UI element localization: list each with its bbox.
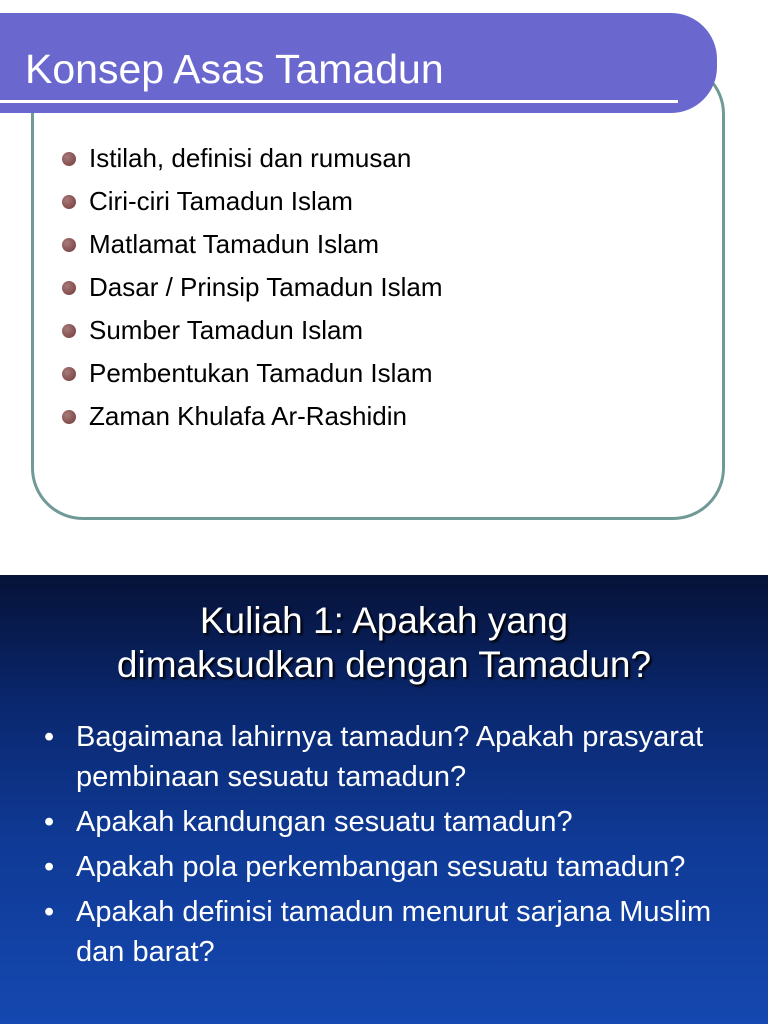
- bullet-icon: •: [44, 896, 55, 928]
- bullet-dot-icon: [62, 367, 76, 381]
- list-item: [44, 892, 744, 972]
- list-item: [44, 847, 744, 887]
- list-item-text: Apakah kandungan sesuatu tamadun?: [76, 806, 573, 838]
- list-item: [62, 353, 443, 396]
- list-item-text: Bagaimana lahirnya tamadun? Apakah prasyarat pembinaan sesuatu tamadun?: [76, 721, 704, 793]
- bullet-dot-icon: [62, 281, 76, 295]
- list-item: [44, 717, 744, 797]
- heading-line: Kuliah 1: Apakah yang: [199, 600, 569, 641]
- list-item-text: Apakah pola perkembangan sesuatu tamadun?: [76, 851, 686, 883]
- list-item-text: Sumber Tamadun Islam: [89, 315, 364, 345]
- bullet-dot-icon: [62, 195, 76, 209]
- bullet-icon: •: [44, 721, 55, 753]
- slide-heading: [0, 599, 768, 687]
- list-item-text: Zaman Khulafa Ar-Rashidin: [89, 401, 407, 431]
- list-item-text: Apakah definisi tamadun menurut sarjana Muslim dan barat?: [76, 896, 712, 968]
- list-item: [62, 310, 443, 353]
- list-item: [62, 396, 443, 439]
- bullet-icon: •: [44, 806, 55, 838]
- question-list: [44, 717, 744, 977]
- topic-list: [62, 138, 443, 439]
- heading-line: dimaksudkan dengan Tamadun?: [116, 644, 652, 685]
- list-item: [62, 181, 443, 224]
- bullet-dot-icon: [62, 410, 76, 424]
- list-item-text: Istilah, definisi dan rumusan: [89, 143, 412, 173]
- list-item: [62, 224, 443, 267]
- list-item-text: Dasar / Prinsip Tamadun Islam: [89, 272, 443, 302]
- slide-kuliah-1: [0, 575, 768, 1024]
- list-item: [62, 267, 443, 310]
- list-item-text: Ciri-ciri Tamadun Islam: [89, 186, 353, 216]
- list-item-text: Matlamat Tamadun Islam: [89, 229, 379, 259]
- bullet-dot-icon: [62, 238, 76, 252]
- list-item: [44, 802, 744, 842]
- title-bar: [0, 13, 717, 113]
- slide-title: Konsep Asas Tamadun: [25, 46, 444, 92]
- bullet-dot-icon: [62, 324, 76, 338]
- bullet-dot-icon: [62, 152, 76, 166]
- bullet-icon: •: [44, 851, 55, 883]
- title-underline: [0, 100, 678, 103]
- list-item-text: Pembentukan Tamadun Islam: [89, 358, 433, 388]
- list-item: [62, 138, 443, 181]
